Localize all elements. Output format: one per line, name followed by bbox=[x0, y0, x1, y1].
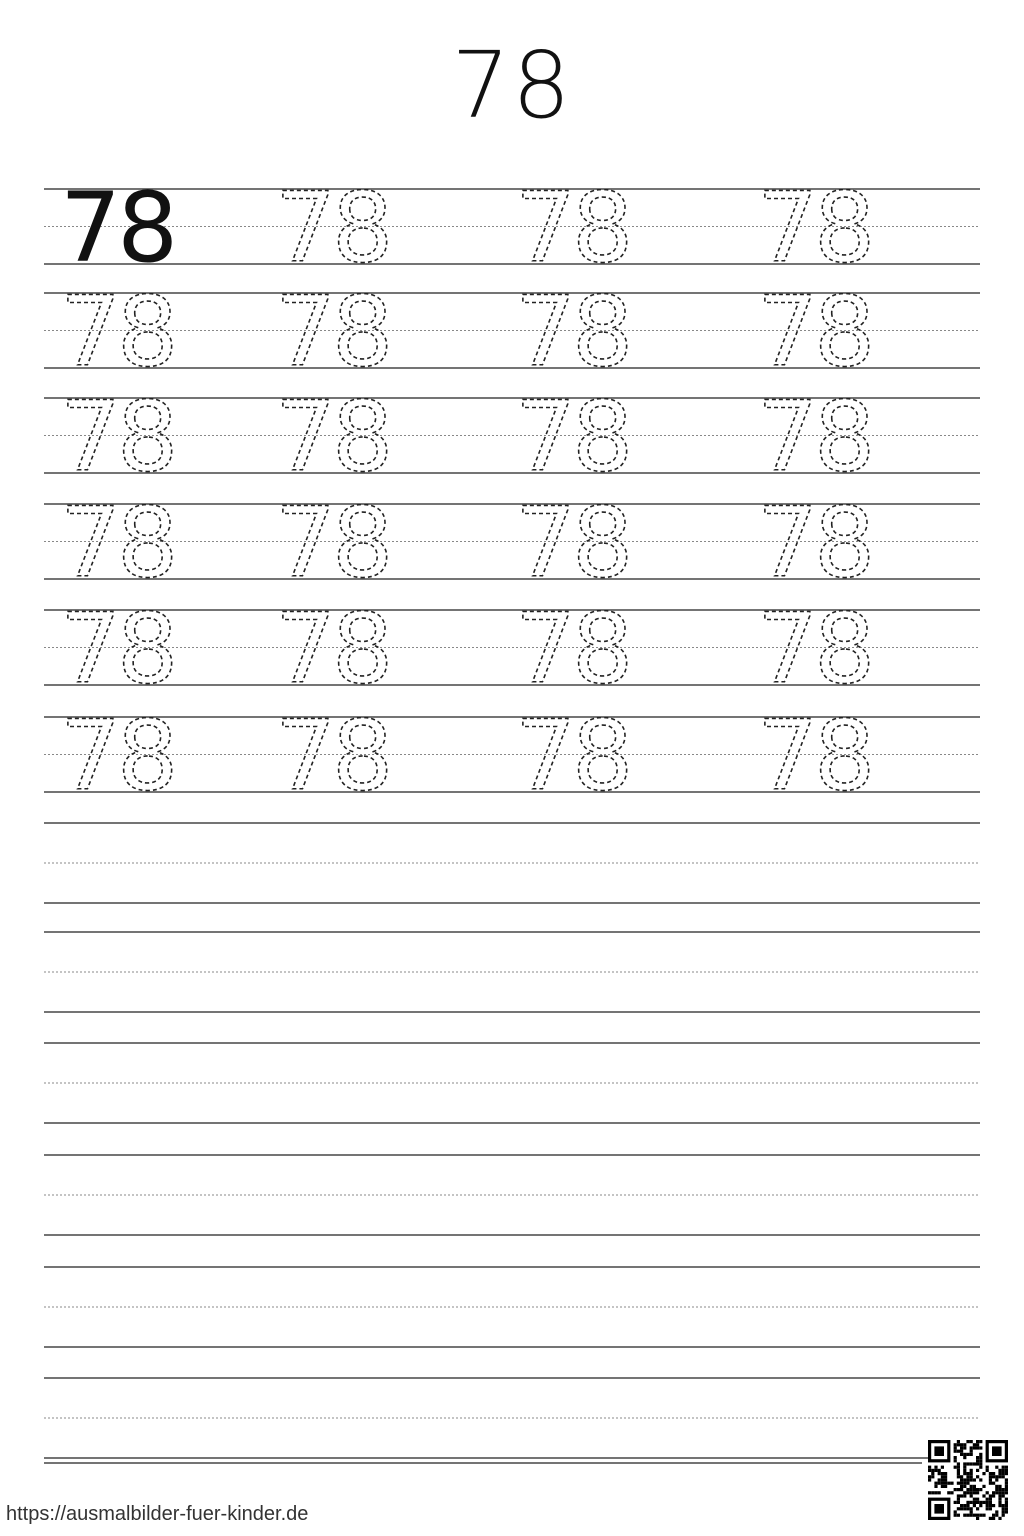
traceable-number: 78 bbox=[275, 172, 390, 284]
example-number: 78 bbox=[60, 172, 175, 284]
traceable-number: 78 bbox=[757, 172, 872, 284]
traceable-number: 78 bbox=[515, 487, 630, 599]
traceable-number: 78 bbox=[515, 172, 630, 284]
footer-url[interactable]: https://ausmalbilder-fuer-kinder.de bbox=[6, 1503, 309, 1525]
traceable-number: 78 bbox=[275, 593, 390, 705]
traceable-number: 78 bbox=[60, 700, 175, 812]
traceable-number: 78 bbox=[60, 487, 175, 599]
traceable-number: 78 bbox=[60, 593, 175, 705]
traceable-number: 78 bbox=[757, 381, 872, 493]
page-title: 78 bbox=[451, 32, 573, 139]
traceable-number: 78 bbox=[757, 593, 872, 705]
traceable-number: 78 bbox=[515, 700, 630, 812]
traceable-number: 78 bbox=[275, 700, 390, 812]
traceable-number: 78 bbox=[757, 700, 872, 812]
qr-code-icon bbox=[928, 1440, 1008, 1520]
traceable-number: 78 bbox=[60, 381, 175, 493]
traceable-number: 78 bbox=[60, 276, 175, 388]
traceable-number: 78 bbox=[275, 276, 390, 388]
traceable-number: 78 bbox=[275, 381, 390, 493]
traceable-number: 78 bbox=[515, 593, 630, 705]
traceable-number: 78 bbox=[757, 276, 872, 388]
traceable-number: 78 bbox=[515, 276, 630, 388]
traceable-number: 78 bbox=[275, 487, 390, 599]
traceable-number: 78 bbox=[757, 487, 872, 599]
traceable-number: 78 bbox=[515, 381, 630, 493]
